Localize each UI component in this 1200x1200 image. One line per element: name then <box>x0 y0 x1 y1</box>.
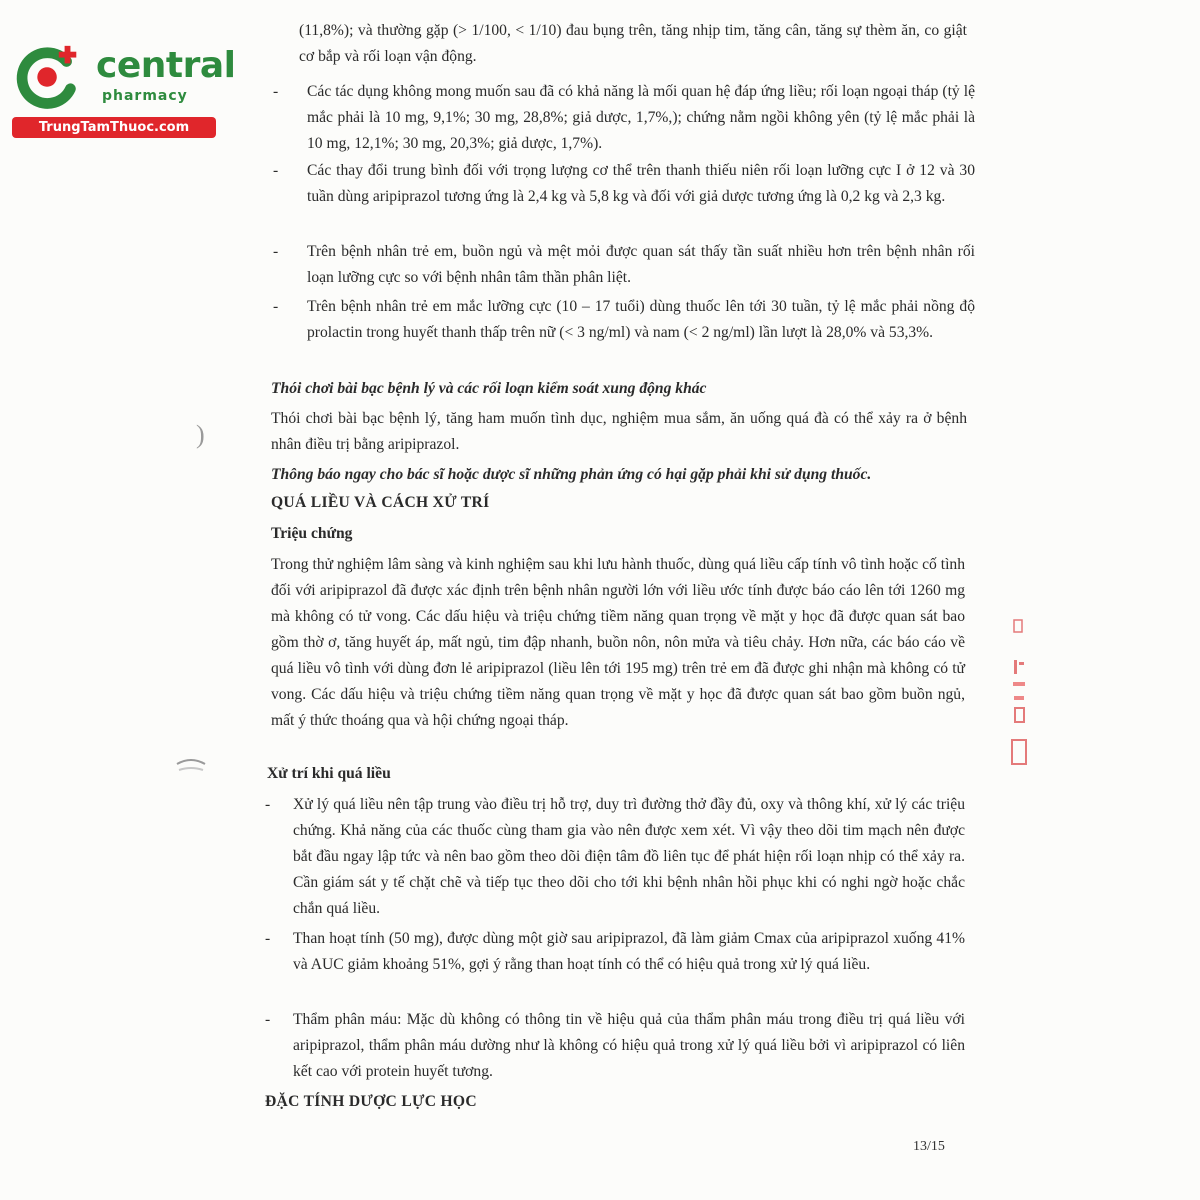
list-dash: - <box>273 83 279 100</box>
section-heading-pharmacodynamics: ĐẶC TÍNH DƯỢC LỰC HỌC <box>265 1093 477 1110</box>
section-heading-overdose: QUÁ LIỀU VÀ CÁCH XỬ TRÍ <box>271 494 490 511</box>
subheading-management: Xử trí khi quá liều <box>267 765 391 782</box>
list-dash: - <box>265 930 271 947</box>
logo-subtitle: pharmacy <box>102 88 188 104</box>
list-item-text: Trên bệnh nhân trẻ em mắc lưỡng cực (10 – 17 tuổi) dùng thuốc lên tới 30 tuần, tỷ lệ mắc phải nồng độ prolactin trong huyết thanh thấp trên nữ (< 3 ng/ml) và nam (< 2 ng/ml) lần lượt là 28,0% và 53,3%. <box>307 298 975 341</box>
logo-website: TrungTamThuoc.com <box>12 117 216 138</box>
brand-logo <box>10 38 236 138</box>
list-item-text: Xử lý quá liều nên tập trung vào điều trị hỗ trợ, duy trì đường thở đầy đủ, oxy và thông khí, xử lý các triệu chứng. Khả năng của các thuốc cùng tham gia vào nên được xem xét. Vì vậy theo dõi tim mạch nên được bắt đầu ngay lập tức và nên bao gồm theo dõi điện tâm đồ liên tục để phát hiện rối loạn nhịp có thể xảy ra. Cần giám sát y tế chặt chẽ và tiếp tục theo dõi cho tới khi bệnh nhân hồi phục khi có nghi ngờ hoặc chắc chắn quá liều. <box>293 796 965 917</box>
list-item-text: Các thay đổi trung bình đối với trọng lượng cơ thể trên thanh thiếu niên rối loạn lưỡng cực I ở 12 và 30 tuần dùng aripiprazol tương ứng là 2,4 kg và 5,8 kg và đối với giả dược tương ứng là 0,2 kg và 2,3 kg. <box>307 162 975 205</box>
logo-name: central <box>96 45 236 86</box>
section-heading-gambling: Thói chơi bài bạc bệnh lý và các rối loạn kiểm soát xung động khác <box>271 380 707 397</box>
punch-hole-mark-bottom <box>174 756 208 792</box>
stamp-mark-icon <box>1008 600 1032 780</box>
central-pharmacy-logo-icon <box>10 40 88 118</box>
list-item-text: Trên bệnh nhân trẻ em, buồn ngủ và mệt mỏi được quan sát thấy tần suất nhiều hơn trên bệnh nhân rối loạn lưỡng cực so với bệnh nhân tâm thần phân liệt. <box>307 243 975 286</box>
list-item-text: Than hoạt tính (50 mg), được dùng một giờ sau aripiprazol, đã làm giảm Cmax của aripiprazol xuống 41% và AUC giảm khoảng 51%, gợi ý rằng than hoạt tính có thể có hiệu quả trong xử lý quá liều. <box>293 930 965 973</box>
subheading-symptoms: Triệu chứng <box>271 525 353 542</box>
list-dash: - <box>273 162 279 179</box>
punch-hole-mark-top: ) <box>196 420 205 449</box>
list-dash: - <box>273 298 279 315</box>
page-number: 13/15 <box>913 1139 945 1154</box>
list-dash: - <box>265 1011 271 1028</box>
paragraph-continuation: (11,8%); và thường gặp (> 1/100, < 1/10) đau bụng trên, tăng nhịp tim, tăng cân, tăng sự thèm ăn, co giật cơ bắp và rối loạn vận động. <box>299 22 967 65</box>
paragraph-gambling: Thói chơi bài bạc bệnh lý, tăng ham muốn tình dục, nghiệm mua sắm, ăn uống quá đà có thể xảy ra ở bệnh nhân điều trị bằng aripiprazol. <box>271 410 967 453</box>
notice-text: Thông báo ngay cho bác sĩ hoặc dược sĩ những phản ứng có hại gặp phải khi sử dụng thuốc. <box>271 466 872 483</box>
list-dash: - <box>265 796 271 813</box>
list-item-text: Thẩm phân máu: Mặc dù không có thông tin về hiệu quả của thẩm phân máu trong điều trị quá liều với aripiprazol, thẩm phân máu dường như là không có hiệu quả trong xử lý quá liều bởi vì aripiprazol có liên kết cao với protein huyết tương. <box>293 1011 965 1080</box>
list-dash: - <box>273 243 279 260</box>
paragraph-symptoms: Trong thử nghiệm lâm sàng và kinh nghiệm sau khi lưu hành thuốc, dùng quá liều cấp tính vô tình hoặc cố tình đối với aripiprazol đã được xác định trên bệnh nhân người lớn với liều ước tính được báo cáo lên tới 1260 mg mà không có tử vong. Các dấu hiệu và triệu chứng tiềm năng quan trọng về mặt y học đã được quan sát bao gồm thờ ơ, tăng huyết áp, mất ngủ, tim đập nhanh, buồn nôn, nôn mửa và tiêu chảy. Hơn nữa, các báo cáo về quá liều vô tình với dùng đơn lẻ aripiprazol (liều lên tới 195 mg) trên trẻ em đã được ghi nhận mà không có tử vong. Các dấu hiệu và triệu chứng tiềm năng quan trọng về mặt y học đã được quan sát bao gồm buồn ngủ, mất ý thức thoáng qua và hội chứng ngoại tháp. <box>271 556 965 729</box>
list-item-text: Các tác dụng không mong muốn sau đã có khả năng là mối quan hệ đáp ứng liều; rối loạn ngoại tháp (tỷ lệ mắc phải là 10 mg, 9,1%; 30 mg, 28,8%; giả dược, 1,7%,); chứng nằm ngồi không yên (tỷ lệ mắc phải là 10 mg, 12,1%; 30 mg, 20,3%; giả dược, 1,7%). <box>307 83 975 152</box>
